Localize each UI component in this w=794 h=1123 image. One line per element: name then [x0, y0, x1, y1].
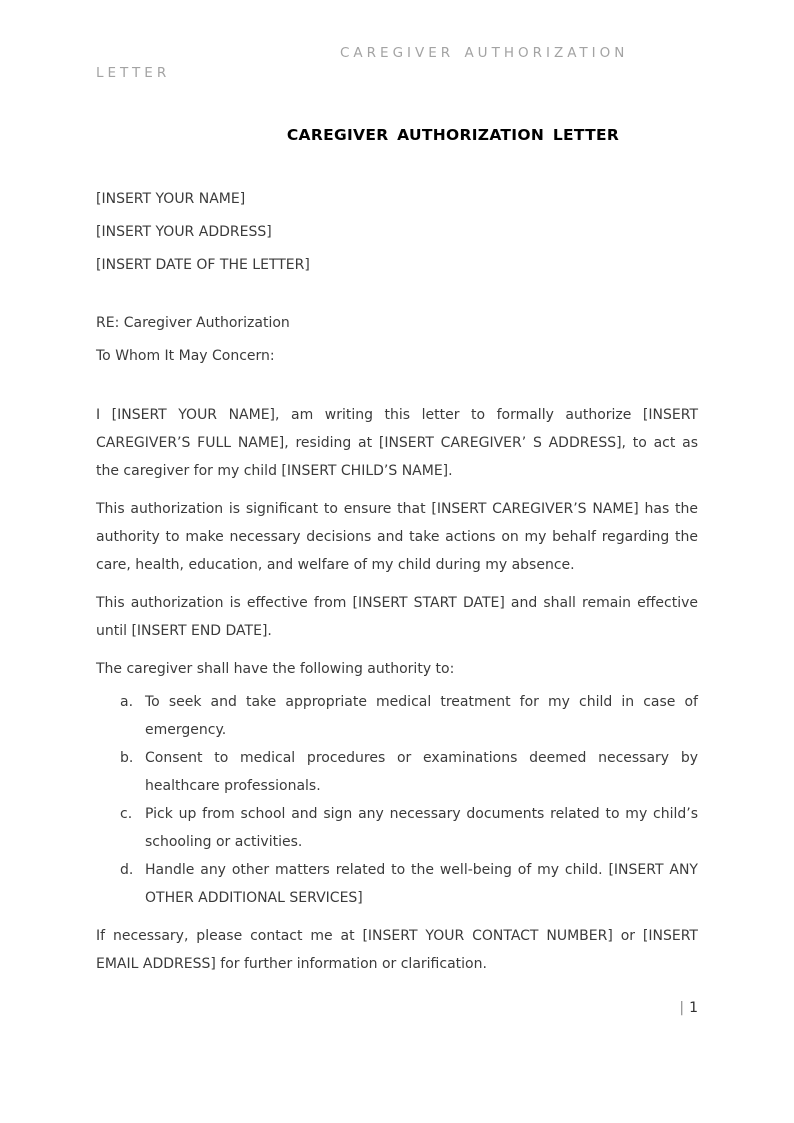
- authority-intro: The caregiver shall have the following authority to:: [96, 661, 455, 677]
- body-paragraph-effective-dates: This authorization is effective from [INSERT START DATE] and shall remain effective until [INSERT END DATE].: [96, 595, 698, 639]
- page-footer: [96, 994, 698, 1022]
- authority-list: [96, 688, 698, 912]
- closing-paragraph: If necessary, please contact me at [INSERT YOUR CONTACT NUMBER] or [INSERT EMAIL ADDRESS] for further information or clarification.: [96, 928, 698, 972]
- authority-item-a: [96, 688, 698, 744]
- document-title: CAREGIVER AUTHORIZATION LETTER: [286, 126, 620, 144]
- list-marker: c.: [120, 806, 133, 822]
- body-paragraph-significance: This authorization is significant to ensure that [INSERT CAREGIVER’S NAME] has the authority to make necessary decisions and take actions on my behalf regarding the care, health, education, and welfare of my child during my absence.: [96, 501, 698, 573]
- list-marker: a.: [120, 694, 134, 710]
- page-number: 1: [689, 1000, 698, 1016]
- page-number-separator: |: [679, 1000, 685, 1016]
- running-header: [96, 43, 698, 83]
- letter-date-line: [INSERT DATE OF THE LETTER]: [96, 257, 310, 273]
- list-marker: b.: [120, 750, 134, 766]
- authority-item-d: [96, 856, 698, 912]
- authority-item-c: [96, 800, 698, 856]
- list-item-text: Handle any other matters related to the well-being of my child. [INSERT ANY OTHER ADDITIONAL SERVICES]: [145, 862, 698, 906]
- sender-block: [96, 185, 698, 279]
- subject-line: RE: Caregiver Authorization: [96, 315, 290, 331]
- sender-address-line: [INSERT YOUR ADDRESS]: [96, 224, 272, 240]
- list-item-text: Consent to medical procedures or examinations deemed necessary by healthcare professionals.: [145, 750, 698, 794]
- sender-name-line: [INSERT YOUR NAME]: [96, 191, 246, 207]
- running-header-text: CAREGIVER AUTHORIZATION LETTER: [96, 45, 629, 81]
- list-item-text: To seek and take appropriate medical treatment for my child in case of emergency.: [145, 694, 698, 738]
- authority-item-b: [96, 744, 698, 800]
- list-item-text: Pick up from school and sign any necessary documents related to my child’s schooling or activities.: [145, 806, 698, 850]
- body-paragraph-authorization: I [INSERT YOUR NAME], am writing this letter to formally authorize [INSERT CAREGIVER’S FULL NAME], residing at [INSERT CAREGIVER’ S ADDRESS], to act as the caregiver for my child [INSERT CHILD’S NAME].: [96, 407, 698, 479]
- salutation: To Whom It May Concern:: [96, 348, 275, 364]
- list-marker: d.: [120, 862, 134, 878]
